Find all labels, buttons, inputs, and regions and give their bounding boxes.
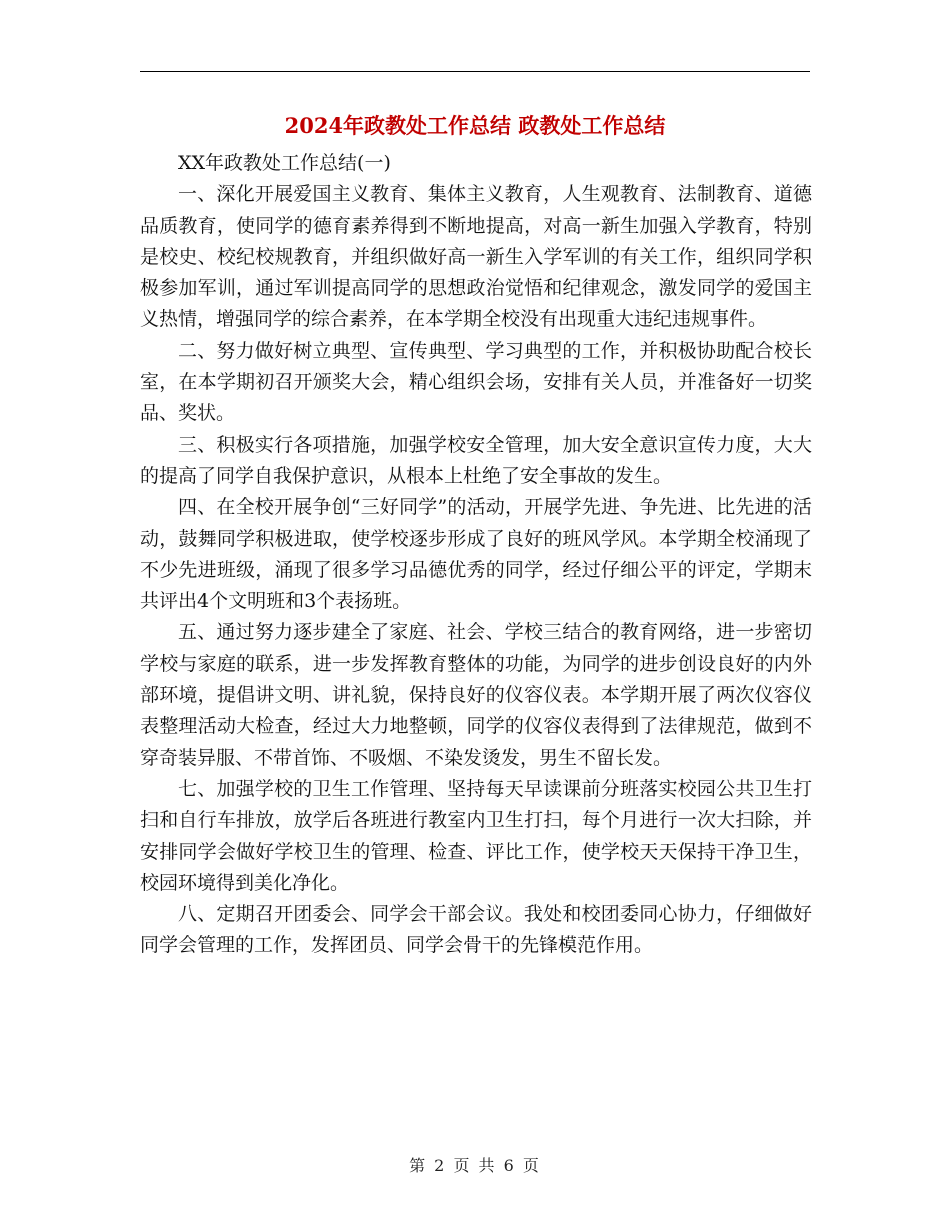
header-rule: [140, 71, 810, 72]
paragraph-5: 五、通过努力逐步建全了家庭、社会、学校三结合的教育网络，进一步密切学校与家庭的联系，进一步发挥教育整体的功能，为同学的进步创设良好的内外部环境，提倡讲文明、讲礼貌，保持良好的仪容仪表。本学期开展了两次仪容仪表整理活动大检查，经过大力地整顿，同学的仪容仪表得到了法律规范，做到不穿奇装异服、不带首饰、不吸烟、不染发烫发，男生不留长发。: [140, 621, 812, 769]
paragraph-2: 二、努力做好树立典型、宣传典型、学习典型的工作，并积极协助配合校长室，在本学期初召开颁奖大会，精心组织会场，安排有关人员，并准备好一切奖品、奖状。: [140, 339, 812, 425]
paragraph-8: 八、定期召开团委会、同学会干部会议。我处和校团委同心协力，仔细做好同学会管理的工作，发挥团员、同学会骨干的先锋模范作用。: [140, 903, 812, 957]
paragraph-4: 四、在全校开展争创“三好同学”的活动，开展学先进、争先进、比先进的活动，鼓舞同学积极进取，使学校逐步形成了良好的班风学风。本学期全校涌现了不少先进班级，涌现了很多学习品德优秀的同学，经过仔细公平的评定，学期末共评出4个文明班和3个表扬班。: [140, 496, 812, 613]
document-subtitle: XX年政教处工作总结(一): [178, 152, 391, 174]
document-body: [140, 148, 812, 962]
paragraph-1: 一、深化开展爱国主义教育、集体主义教育，人生观教育、法制教育、道德品质教育，使同学的德育素养得到不断地提高，对高一新生加强入学教育，特别是校史、校纪校规教育，并组织做好高一新生入学军训的有关工作，组织同学积极参加军训，通过军训提高同学的思想政治觉悟和纪律观念，激发同学的爱国主义热情，增强同学的综合素养，在本学期全校没有出现重大违纪违规事件。: [140, 183, 812, 331]
document-title: 2024年政教处工作总结 政教处工作总结: [284, 113, 666, 138]
page-number: 第 2 页 共 6 页: [409, 1156, 541, 1175]
paragraph-7: 七、加强学校的卫生工作管理、坚持每天早读课前分班落实校园公共卫生打扫和自行车排放，放学后各班进行教室内卫生打扫，每个月进行一次大扫除，并安排同学会做好学校卫生的管理、检查、评比工作，使学校天天保持干净卫生，校园环境得到美化净化。: [140, 777, 812, 894]
paragraph-3: 三、积极实行各项措施，加强学校安全管理，加大安全意识宣传力度，大大的提高了同学自我保护意识，从根本上杜绝了安全事故的发生。: [140, 433, 812, 487]
